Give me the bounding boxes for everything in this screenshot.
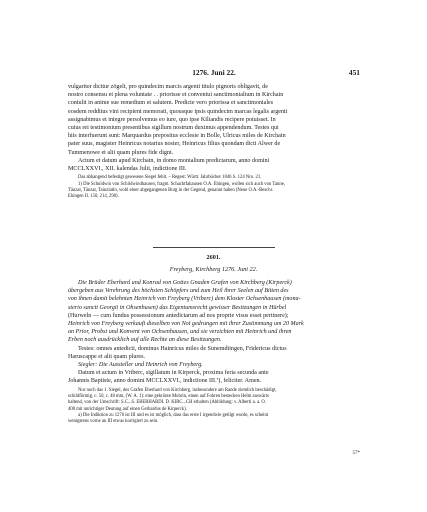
text-line: vulgariter dicitur zögelt, pro quindecim marcis argenti titulo pignoris obligavit, de bbox=[68, 84, 268, 90]
note-line: 400 mit unrichtiger Deutung auf einen Gerhardus de Kirperck). bbox=[68, 406, 187, 412]
note-line: Das abhangend befestigt gewesene Siegel fehlt. – Regest: Württ. Jahrbücher 1846 S. 124 Nro. 21. bbox=[78, 175, 262, 181]
previous-document-text bbox=[68, 83, 360, 200]
datum-line: Datum et actum in Vriberc, sigillatum in Kirperck, proxima feria secunda ante bbox=[78, 370, 269, 377]
testes-line: Haruscappe et alii quam plures. bbox=[68, 353, 145, 360]
section-divider bbox=[153, 247, 275, 248]
note-line: schildförmig, c. 50, c. 48 mm, (W. A. 1): eine gekrönte Mohrin, einen auf Fohren bestecken Helm auswärts bbox=[68, 393, 269, 399]
running-title: 1276. Juni 22. bbox=[192, 68, 236, 77]
note-line: Tänzat, Tänzat, Tainzlatin, wohl einer abgegangenen Burg in der Gegend, genannt haben (Neue O.A.-Beschr. bbox=[68, 187, 274, 193]
note-line: 1) Die Schuldwin von Schildwindhausen, fragm. Schachtfahausen O.A. Ehingen, wollen sich auch von Tanne, bbox=[78, 181, 285, 187]
regest-line: sterio sancti Georgii in Ohsenhusen) das Eigentumsrecht gewisser Besitzungen in Hürbel bbox=[68, 304, 287, 311]
document-body bbox=[68, 279, 360, 425]
text-line: Tummenowe et alii quam plures fide digni. bbox=[68, 149, 174, 156]
regest-line: an Prior, Probst und Konvent von Ochsenhausen, und sie verzichten mit Heinrich und ihren bbox=[68, 329, 292, 336]
regest-line: (Hurweln — cum fundus possessionum antedictarum ad nos proprie visus esset pertinere); bbox=[68, 312, 289, 319]
regest-line: von ihnen damit belehnten Heinrich von Freyberg (Vriberc) dem Kloster Ochsenhausen (mona- bbox=[68, 296, 301, 303]
text-line: contulit in anime sue remedium et salutem. Predicte vero priorissa et sanctimoniales bbox=[68, 100, 274, 107]
note-line: a) Die Indiktion zu 1276 ist III und es ist möglich, dass das erste I irgendwie getilgt wurde, es scheint bbox=[78, 412, 269, 418]
note-line: Nur noch das 1. Siegel, des Grafen Eberhard von Kirchberg, insbesondere am Rande ziemlich beschädigt, bbox=[78, 387, 277, 393]
note-line: Ehingen II. 150, 214, 290). bbox=[68, 194, 119, 200]
testes-line: Testes: omnes antedicti, dominus Hainricus miles de Sunemdtingen, Fridericus dictus bbox=[78, 345, 287, 352]
text-line: eosdem redditus vini recipient memorati, quousque ipsis quindecim marcas legalis argenti bbox=[68, 108, 288, 115]
regest-line: übergeben aus Verehrung des höchsten Schöpfers und zum Heil ihrer Seelen auf Bitten des bbox=[68, 288, 289, 295]
signature-mark: 57* bbox=[352, 451, 360, 456]
text-line: Actum et datum apud Kirchain, in domo monialium predictarum, anno domini bbox=[78, 157, 270, 164]
page-number: 451 bbox=[348, 68, 360, 77]
text-line: MCCLXXVI., XII. kalendas Julii, indictione III. bbox=[68, 166, 187, 173]
regest-line: Die Brüder Eberhard und Konrad von Gottes Gnaden Grafen von Kirchberg (Kirperck) bbox=[78, 280, 292, 286]
text-line: assignabimus et integre persolvemus eo iure, quo ipse Kiliandis recipere potuisset. In bbox=[68, 116, 276, 123]
note-line: haltend, von der Umschrift: S.C...S. EBERHARDI. D. KIRC...CH erhalten (Abbildung: v. Alberti a. a. O. bbox=[68, 400, 266, 406]
regest-line: Heinrich von Freyberg verkauft dieselben von Not gedrungen mit ihrer Zustimmung um 20 Mark bbox=[68, 321, 304, 328]
text-line: nostro consensu et plena voluntate . . priorisse et conventui sanctimonialium in Kirchain bbox=[68, 92, 284, 99]
datum-line: Johannis Baptiste, anno domini MCCLXXVI., indictione III.ª), feliciter. Amen. bbox=[68, 378, 262, 385]
siegler-line: Siegler: Die Aussteller und Heinrich von Freyberg. bbox=[78, 362, 203, 369]
document-number: 2601. bbox=[206, 254, 221, 261]
running-header bbox=[68, 68, 360, 80]
note-line: wenigstens vorne an III etwas korrigiert zu sein. bbox=[68, 419, 159, 425]
text-line: cuius rei testimonium presentibus sigillum nostrum duximus appendendum. Testes qui bbox=[68, 125, 279, 132]
text-line: hiis interfuerunt sunt: Marquardus prepositus ecclesie in Bolle, Ulricus miles de Kirchain bbox=[68, 133, 286, 140]
text-line: pater suus, magister Heinricus notarius noster, Heinricus filius quondam dicti Alwer de bbox=[68, 141, 281, 148]
regest-line: Erben noch ausdrücklich auf alle Rechte an diese Besitzungen. bbox=[68, 337, 222, 344]
place-date-heading: Freyberg, Kirchberg 1276. Juni 22. bbox=[169, 266, 258, 273]
